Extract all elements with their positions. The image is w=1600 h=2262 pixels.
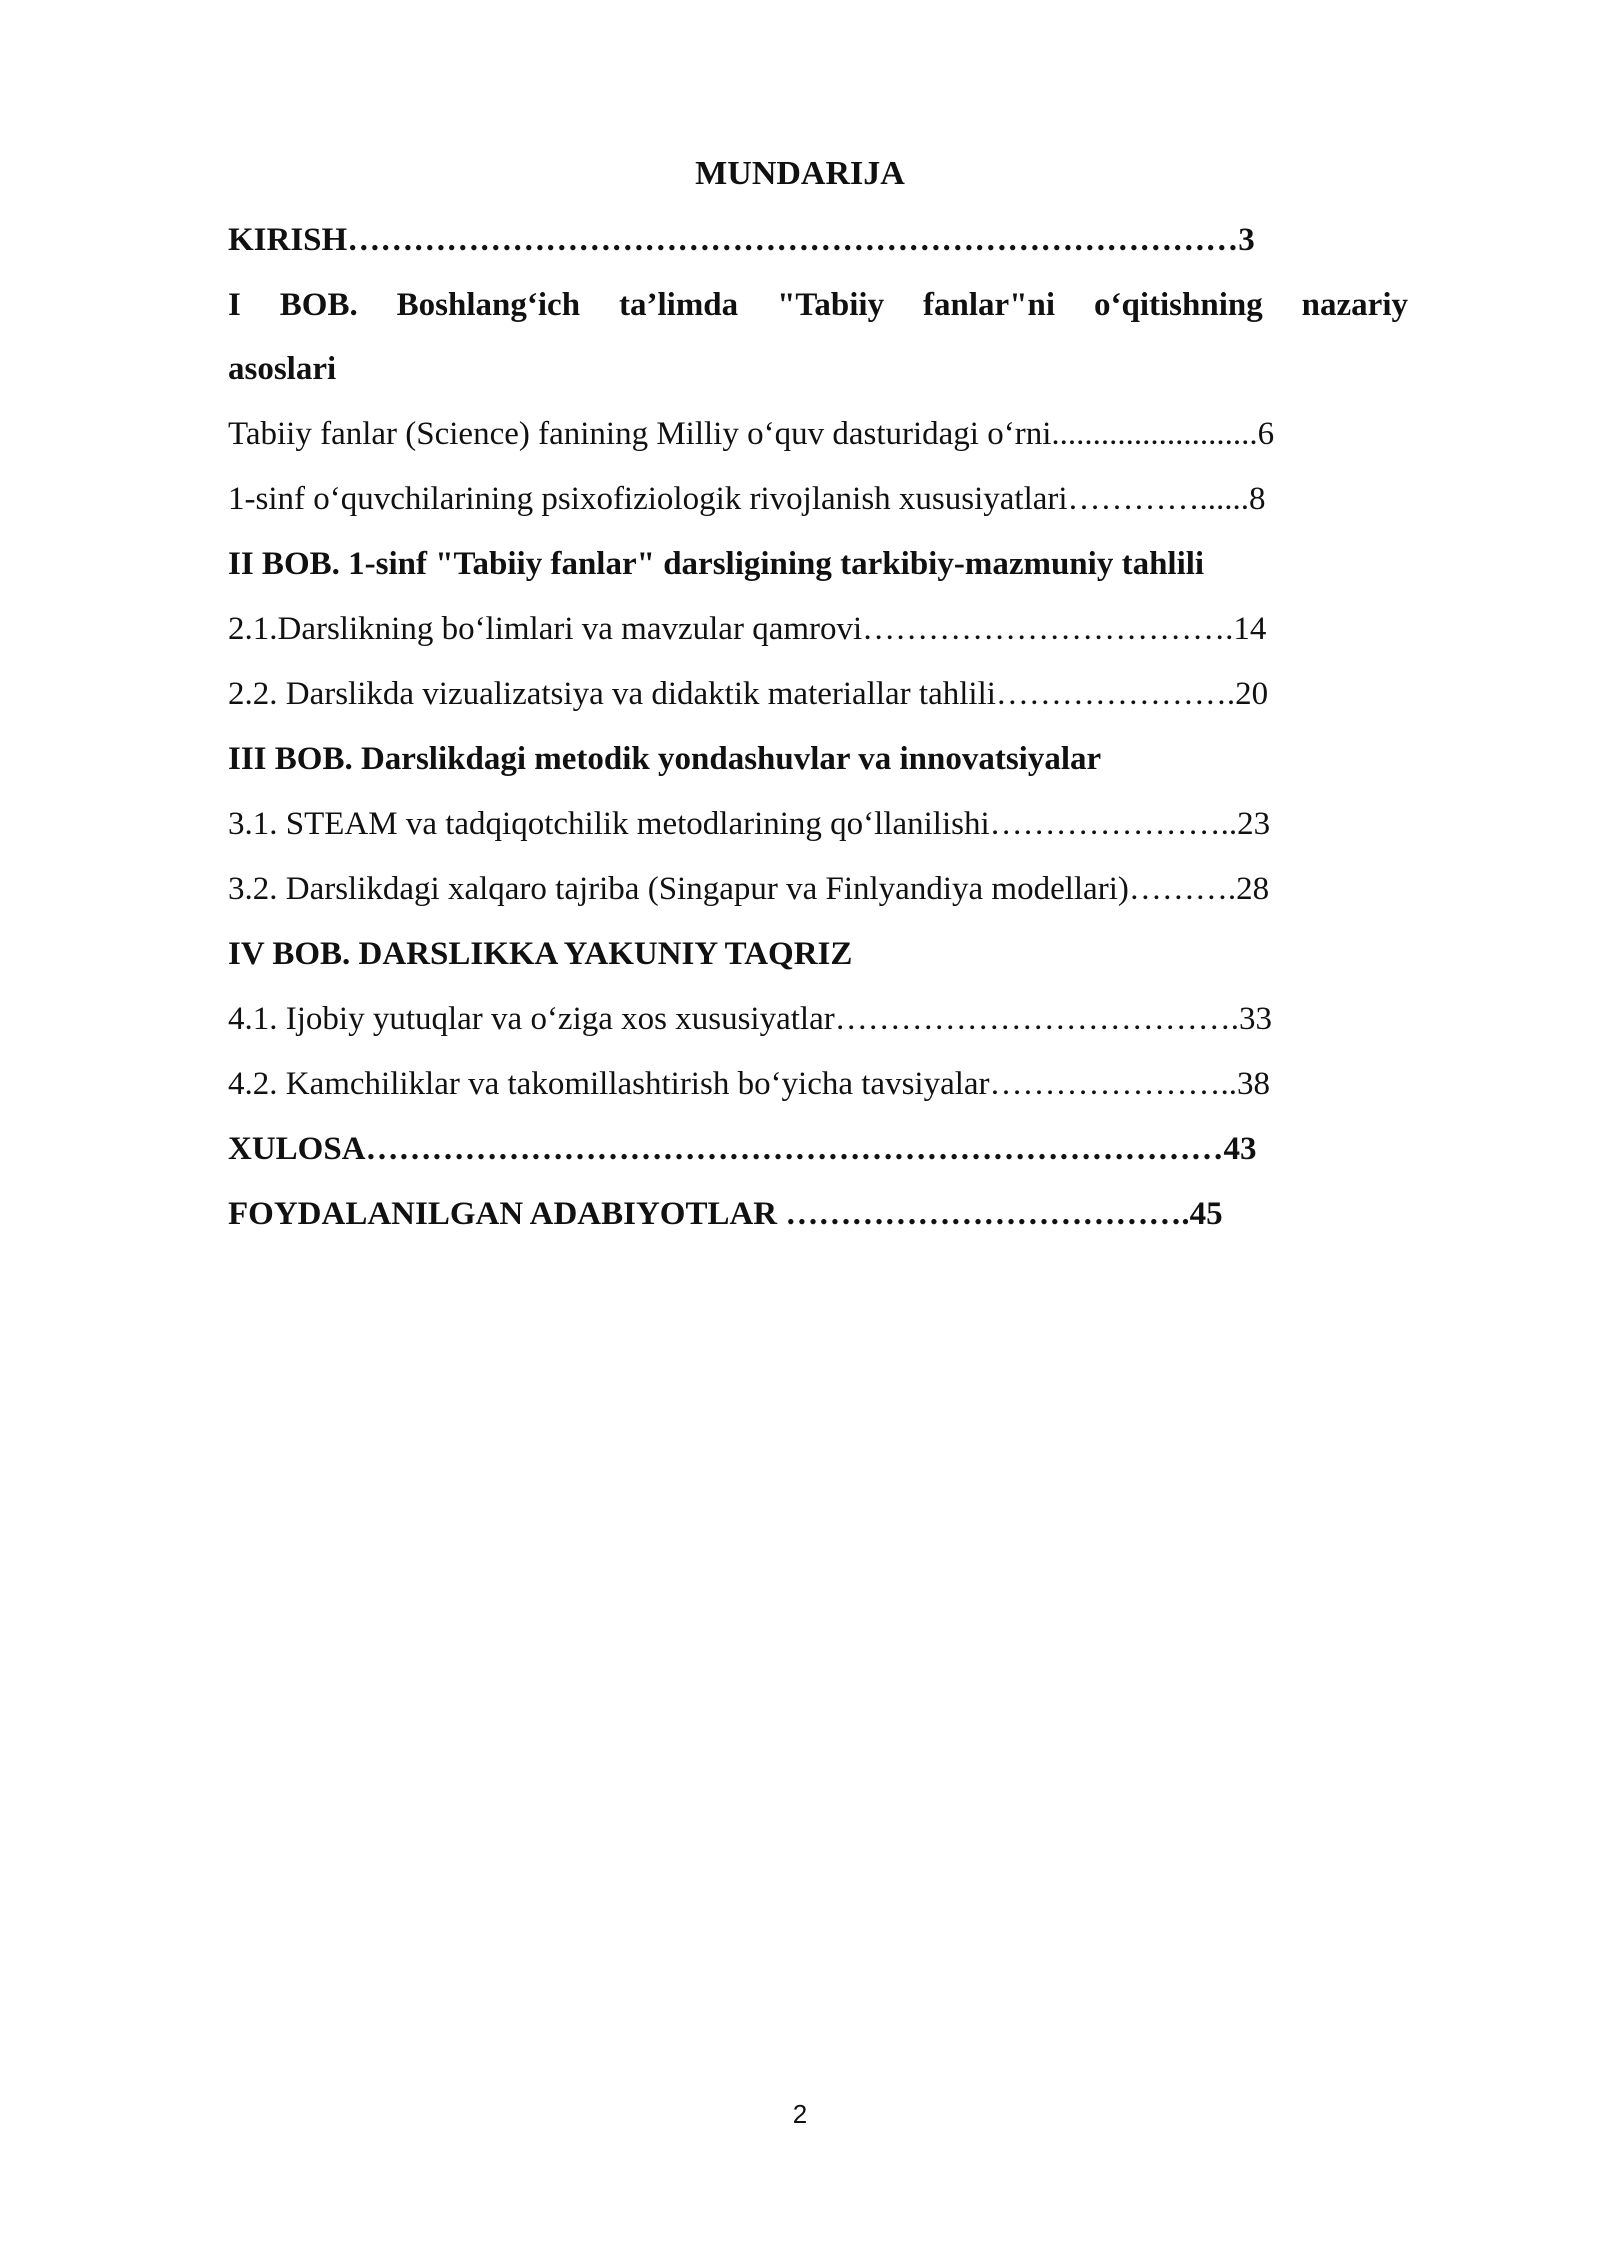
- toc-entry-1-2: 1-sinf o‘quvchilarining psixofiziologik rivojlanish xususiyatlari…………......8: [228, 481, 1266, 517]
- table-of-contents: [228, 214, 1408, 1253]
- toc-chapter-3-title: III BOB. Darslikdagi metodik yondashuvlar va innovatsiyalar: [228, 741, 1102, 777]
- toc-entry-kirish: KIRISH………………………………………………………………………3: [228, 222, 1255, 258]
- toc-entry-4-1: 4.1. Ijobiy yutuqlar va o‘ziga xos xususiyatlar……………………………….33: [228, 1001, 1272, 1037]
- toc-chapter-2-title: II BOB. 1-sinf "Tabiiy fanlar" darsligining tarkibiy-mazmuniy tahlili: [228, 546, 1205, 582]
- toc-chapter-1-title-continued: asoslari: [228, 351, 337, 387]
- toc-chapter-4-title: IV BOB. DARSLIKKA YAKUNIY TAQRIZ: [228, 936, 853, 972]
- toc-entry-2-1: 2.1.Darslikning bo‘limlari va mavzular qamrovi…………………………….14: [228, 611, 1267, 647]
- toc-entry-xulosa: XULOSA……………………………………………………………………43: [228, 1131, 1257, 1167]
- toc-entry-adabiyotlar: FOYDALANILGAN ADABIYOTLAR ……………………………….45: [228, 1196, 1223, 1232]
- toc-entry-2-2: 2.2. Darslikda vizualizatsiya va didaktik materiallar tahlili………………….20: [228, 676, 1269, 712]
- toc-entry-1-1: Tabiiy fanlar (Science) fanining Milliy o‘quv dasturidagi o‘rni.........................6: [228, 416, 1275, 452]
- page-title: MUNDARIJA: [695, 155, 905, 192]
- toc-chapter-1-title: I BOB. Boshlang‘ich ta’limda "Tabiiy fanlar"ni o‘qitishning nazariy: [228, 287, 1408, 323]
- toc-entry-3-1: 3.1. STEAM va tadqiqotchilik metodlarining qo‘llanilishi…………………..23: [228, 806, 1271, 842]
- toc-entry-4-2: 4.2. Kamchiliklar va takomillashtirish bo‘yicha tavsiyalar…………………..38: [228, 1066, 1271, 1102]
- toc-entry-3-2: 3.2. Darslikdagi xalqaro tajriba (Singapur va Finlyandiya modellari)……….28: [228, 871, 1270, 907]
- page-number: 2: [792, 2099, 808, 2129]
